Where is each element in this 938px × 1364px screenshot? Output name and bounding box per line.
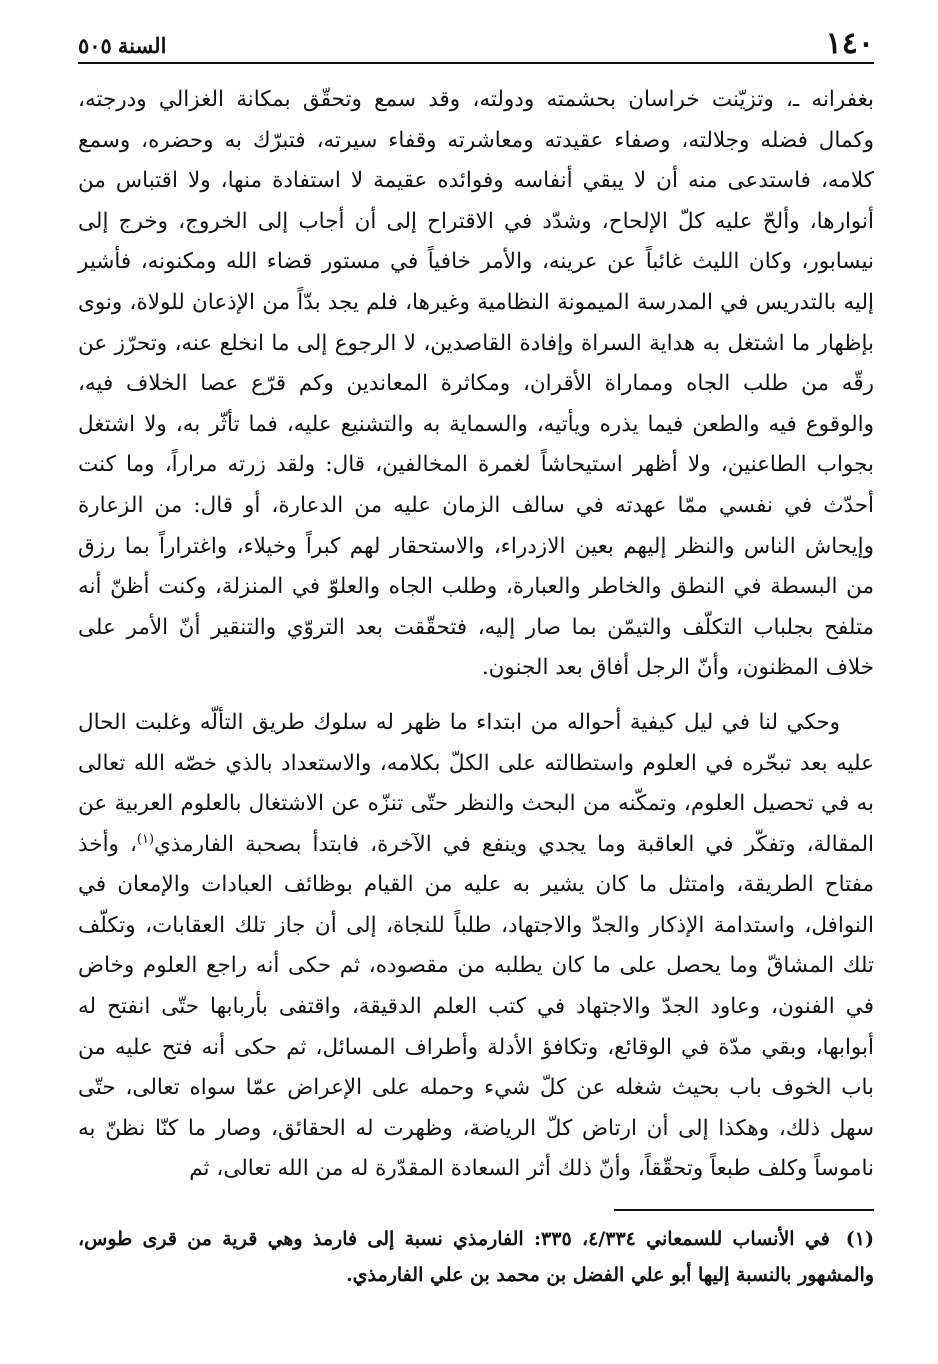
page-number: ١٤٠	[825, 26, 874, 61]
paragraph-2-part-1: وحكي لنا في ليل كيفية أحواله من ابتداء ما ظهر له سلوك طريق التألّه وغلبت الحال عليه بعد تبحّره في العلوم واستطالته على الكلّ بكلامه، والاستعداد بالذي خصّه الله تعالى به في تحصيل العلوم، وتمكّنه من البحث والنظر حتّى تنزّه عن الاشتغال بالعلوم العربية عن المقالة، وتفكّر في العاقبة وما يجدي وينفع في الآخرة، فابتدأ بصحبة الفارمذي	[78, 709, 874, 857]
paragraph-2-part-2: ، وأخذ مفتاح الطريقة، وامتثل ما كان يشير به عليه من القيام بوظائف العبادات والإمعان في النوافل، واستدامة الإذكار والجدّ والاجتهاد، طلباً للنجاة، إلى أن جاز تلك العقابات، وتكلّف تلك المشاقّ وما يحصل على ما كان يطلبه من مقصوده، ثم حكى أنه راجع العلوم وخاض في الفنون، وعاود الجدّ والاجتهاد في كتب العلم الدقيقة، واقتفى بأربابها حتّى انفتح له أبوابها، وبقي مدّة في الوقائع، وتكافؤ الأدلة وأطراف المسائل، ثم حكى أنه فتح عليه من باب الخوف باب بحيث شغله عن كلّ شيء وحمله على الإعراض عمّا سواه تعالى، حتّى سهل ذلك، وهكذا إلى أن ارتاض كلّ الرياضة، وظهرت له الحقائق، وصار ما كنّا نظنّ به ناموساً وكلف طبعاً وتحقّقاً، وأنّ ذلك أثر السعادة المقدّرة له من الله تعالى، ثم	[78, 831, 874, 1182]
running-head-year: ٥٠٥	[78, 33, 112, 58]
paragraph-2	[78, 703, 874, 1190]
page-header	[78, 26, 874, 64]
book-page	[78, 26, 874, 1346]
footnote	[78, 1221, 874, 1293]
paragraph-1: بغفرانه ـ، وتزيّنت خراسان بحشمته ودولته، وقد سمع وتحقّق بمكانة الغزالي ودرجته، وكمال فضله وجلالته، وصفاء عقيدته ومعاشرته وقفاء سيرته، فتبرّك به وحضره، وسمع كلامه، فاستدعى منه أن لا يبقي أنفاسه وفوائده عقيمة لا استفادة منها، ولا اقتباس من أنوارها، وألحّ عليه كلّ الإلحاح، وشدّد في الاقتراح إلى أن أجاب إلى الخروج، وخرج إلى نيسابور، وكان الليث غائباً عن عرينه، والأمر خافياً في مستور قضاء الله ومكنونه، فأشير إليه بالتدريس في المدرسة الميمونة النظامية وغيرها، فلم يجد بدّاً من الإذعان للولاة، ونوى بإظهار ما اشتغل به هداية السراة وإفادة القاصدين، لا الرجوع إلى ما انخلع عنه، وتحرّز عن رقّه من طلب الجاه ومماراة الأقران، ومكاثرة المعاندين وكم قرّع عصا الخلاف فيه، والوقوع فيه والطعن فيما يذره ويأتيه، والسماية به والتشنيع عليه، فما تأثّر به، ولا اشتغل بجواب الطاعنين، ولا أظهر استيحاشاً لغمرة المخالفين، قال: ولقد زرته مراراً، وما كنت أحدّث في نفسي ممّا عهدته في سالف الزمان عليه من الدعارة، أو قال: من الزعارة وإيحاش الناس والنظر إليهم بعين الازدراء، والاستحقار لهم كبراً وخيلاء، واغتراراً بما رزق من البسطة في النطق والخاطر والعبارة، وطلب الجاه والعلوّ في المنزلة، وكنت أظنّ أنه متلفح بجلباب التكلّف والتيمّن بما صار إليه، فتحقّقت بعد التروّي والتنقير أنّ الأمر على خلاف المظنون، وأنّ الرجل أفاق بعد الجنون.	[78, 87, 874, 681]
main-text	[78, 80, 874, 1190]
running-head-label: السنة	[117, 33, 167, 58]
running-head	[78, 34, 166, 58]
footnote-marker: (١)	[845, 1228, 875, 1250]
footnote-divider	[614, 1209, 874, 1211]
footnote-text: في الأنساب للسمعاني ٤/٣٣٤، ٣٣٥: الفارمذي نسبة إلى فارمذ وهي قرية من قرى طوس، والمشهور بالنسبة إليها أبو علي الفضل بن محمد بن علي الفارمذي.	[78, 1228, 874, 1286]
footnote-reference[interactable]: (١)	[136, 831, 155, 847]
